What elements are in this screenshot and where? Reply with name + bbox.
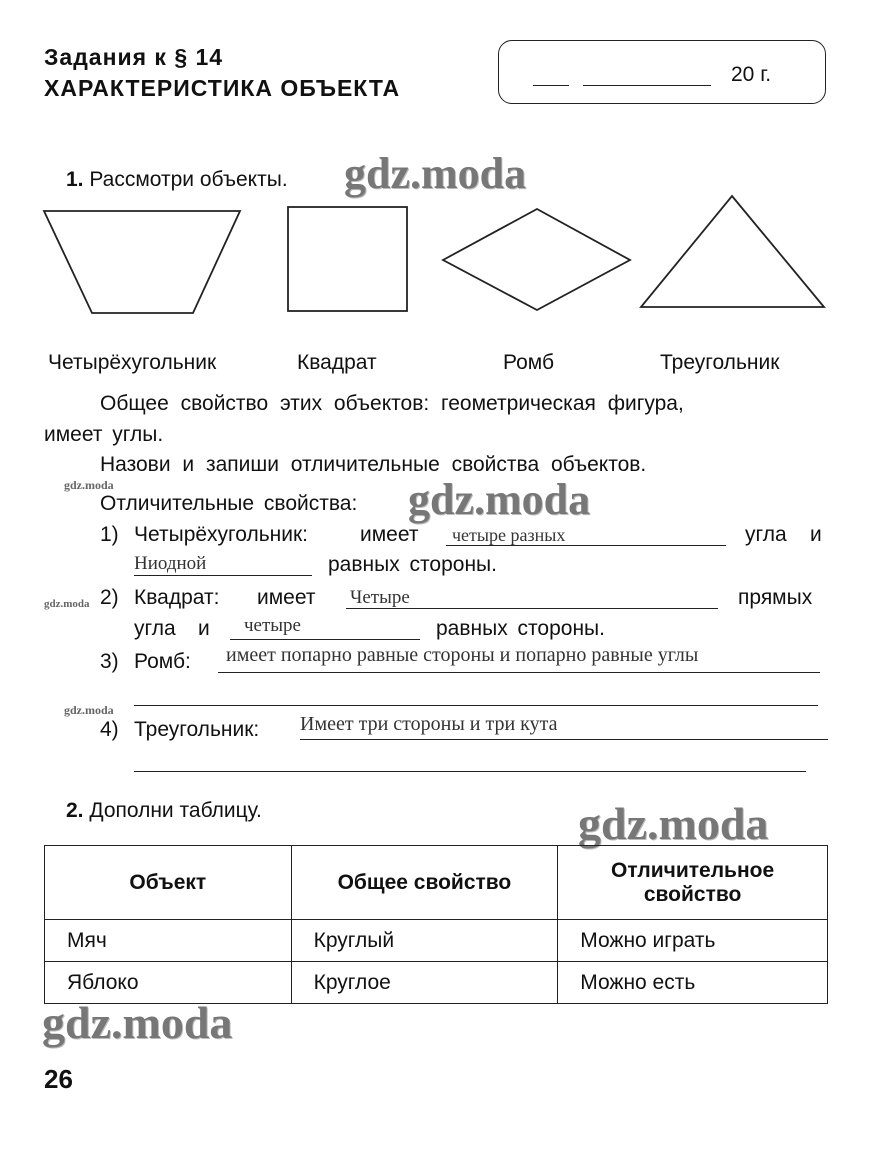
task2-text: Дополни таблицу.	[89, 799, 262, 822]
table-row	[45, 920, 828, 962]
item3-name: Ромб:	[134, 650, 191, 673]
page-title: ХАРАКТЕРИСТИКА ОБЪЕКТА	[44, 75, 401, 101]
item2-answer2[interactable]: четыре	[244, 615, 301, 636]
header-object: Объект	[45, 846, 292, 920]
item1-name: Четырёхугольник:	[134, 523, 309, 546]
page-number: 26	[44, 1064, 73, 1094]
item2-answer1[interactable]: Четыре	[350, 587, 410, 608]
item1-has: имеет	[360, 523, 419, 546]
item2-word1: прямых	[738, 586, 813, 609]
task2-number: 2.	[66, 799, 84, 822]
table-header-row	[45, 846, 828, 920]
watermark-small: gdz.moda	[64, 703, 114, 717]
task1-number: 1.	[66, 168, 84, 191]
item3-answer1[interactable]: имеет попарно равные стороны и попарно равные углы	[226, 644, 699, 666]
shape-label-rhombus: Ромб	[503, 351, 554, 374]
header-common: Общее свойство	[291, 846, 558, 920]
shape-label-triangle: Треугольник	[660, 351, 780, 374]
shape-label-quadrilateral: Четырёхугольник	[48, 351, 217, 374]
common-property-line1: Общее свойство этих объектов: геометрическая фигура,	[100, 392, 684, 415]
triangle-shape	[0, 0, 871, 330]
shape-label-square: Квадрат	[297, 351, 377, 374]
item3-number: 3)	[100, 650, 119, 673]
item1-answer1[interactable]: четыре разных	[452, 525, 566, 545]
properties-table	[44, 845, 828, 1004]
distinct-properties-label: Отличительные свойства:	[100, 492, 358, 515]
date-year-suffix: 20 г.	[731, 63, 772, 86]
item2-has: имеет	[257, 586, 316, 609]
watermark: gdz.moda	[42, 997, 233, 1048]
item1-word2: равных стороны.	[328, 553, 497, 576]
header-distinct: Отличительное свойство	[558, 846, 828, 920]
item4-number: 4)	[100, 718, 119, 741]
item1-number: 1)	[100, 523, 119, 546]
item2-number: 2)	[100, 586, 119, 609]
item2-conj: и	[198, 617, 210, 640]
item1-conj: и	[810, 523, 822, 546]
watermark: gdz.moda	[578, 798, 769, 849]
table-cell[interactable]: Можно есть	[558, 962, 828, 1004]
table-cell: Мяч	[45, 920, 292, 962]
watermark: gdz.moda	[408, 475, 591, 524]
task1-text: Рассмотри объекты.	[89, 168, 288, 191]
item2-word1b: угла	[134, 617, 176, 640]
item1-answer2[interactable]: Ниодной	[134, 553, 207, 574]
table-cell[interactable]: Можно играть	[558, 920, 828, 962]
section-heading: Задания к § 14	[44, 44, 224, 70]
common-property-line2: имеет углы.	[44, 423, 164, 446]
item1-word1: угла	[745, 523, 787, 546]
watermark: gdz.moda	[344, 149, 527, 198]
item4-answer1[interactable]: Имеет три стороны и три кута	[300, 713, 558, 735]
watermark-small: gdz.moda	[44, 598, 90, 610]
name-properties-instruction: Назови и запиши отличительные свойства объектов.	[100, 453, 647, 476]
watermark-small: gdz.moda	[64, 478, 114, 492]
task2-instruction	[66, 799, 262, 823]
item4-name: Треугольник:	[134, 718, 260, 741]
item2-word2: равных стороны.	[436, 617, 605, 640]
table-cell[interactable]: Круглое	[291, 962, 558, 1004]
table-cell[interactable]: Круглый	[291, 920, 558, 962]
item2-name: Квадрат:	[134, 586, 220, 609]
table-cell: Яблоко	[45, 962, 292, 1004]
